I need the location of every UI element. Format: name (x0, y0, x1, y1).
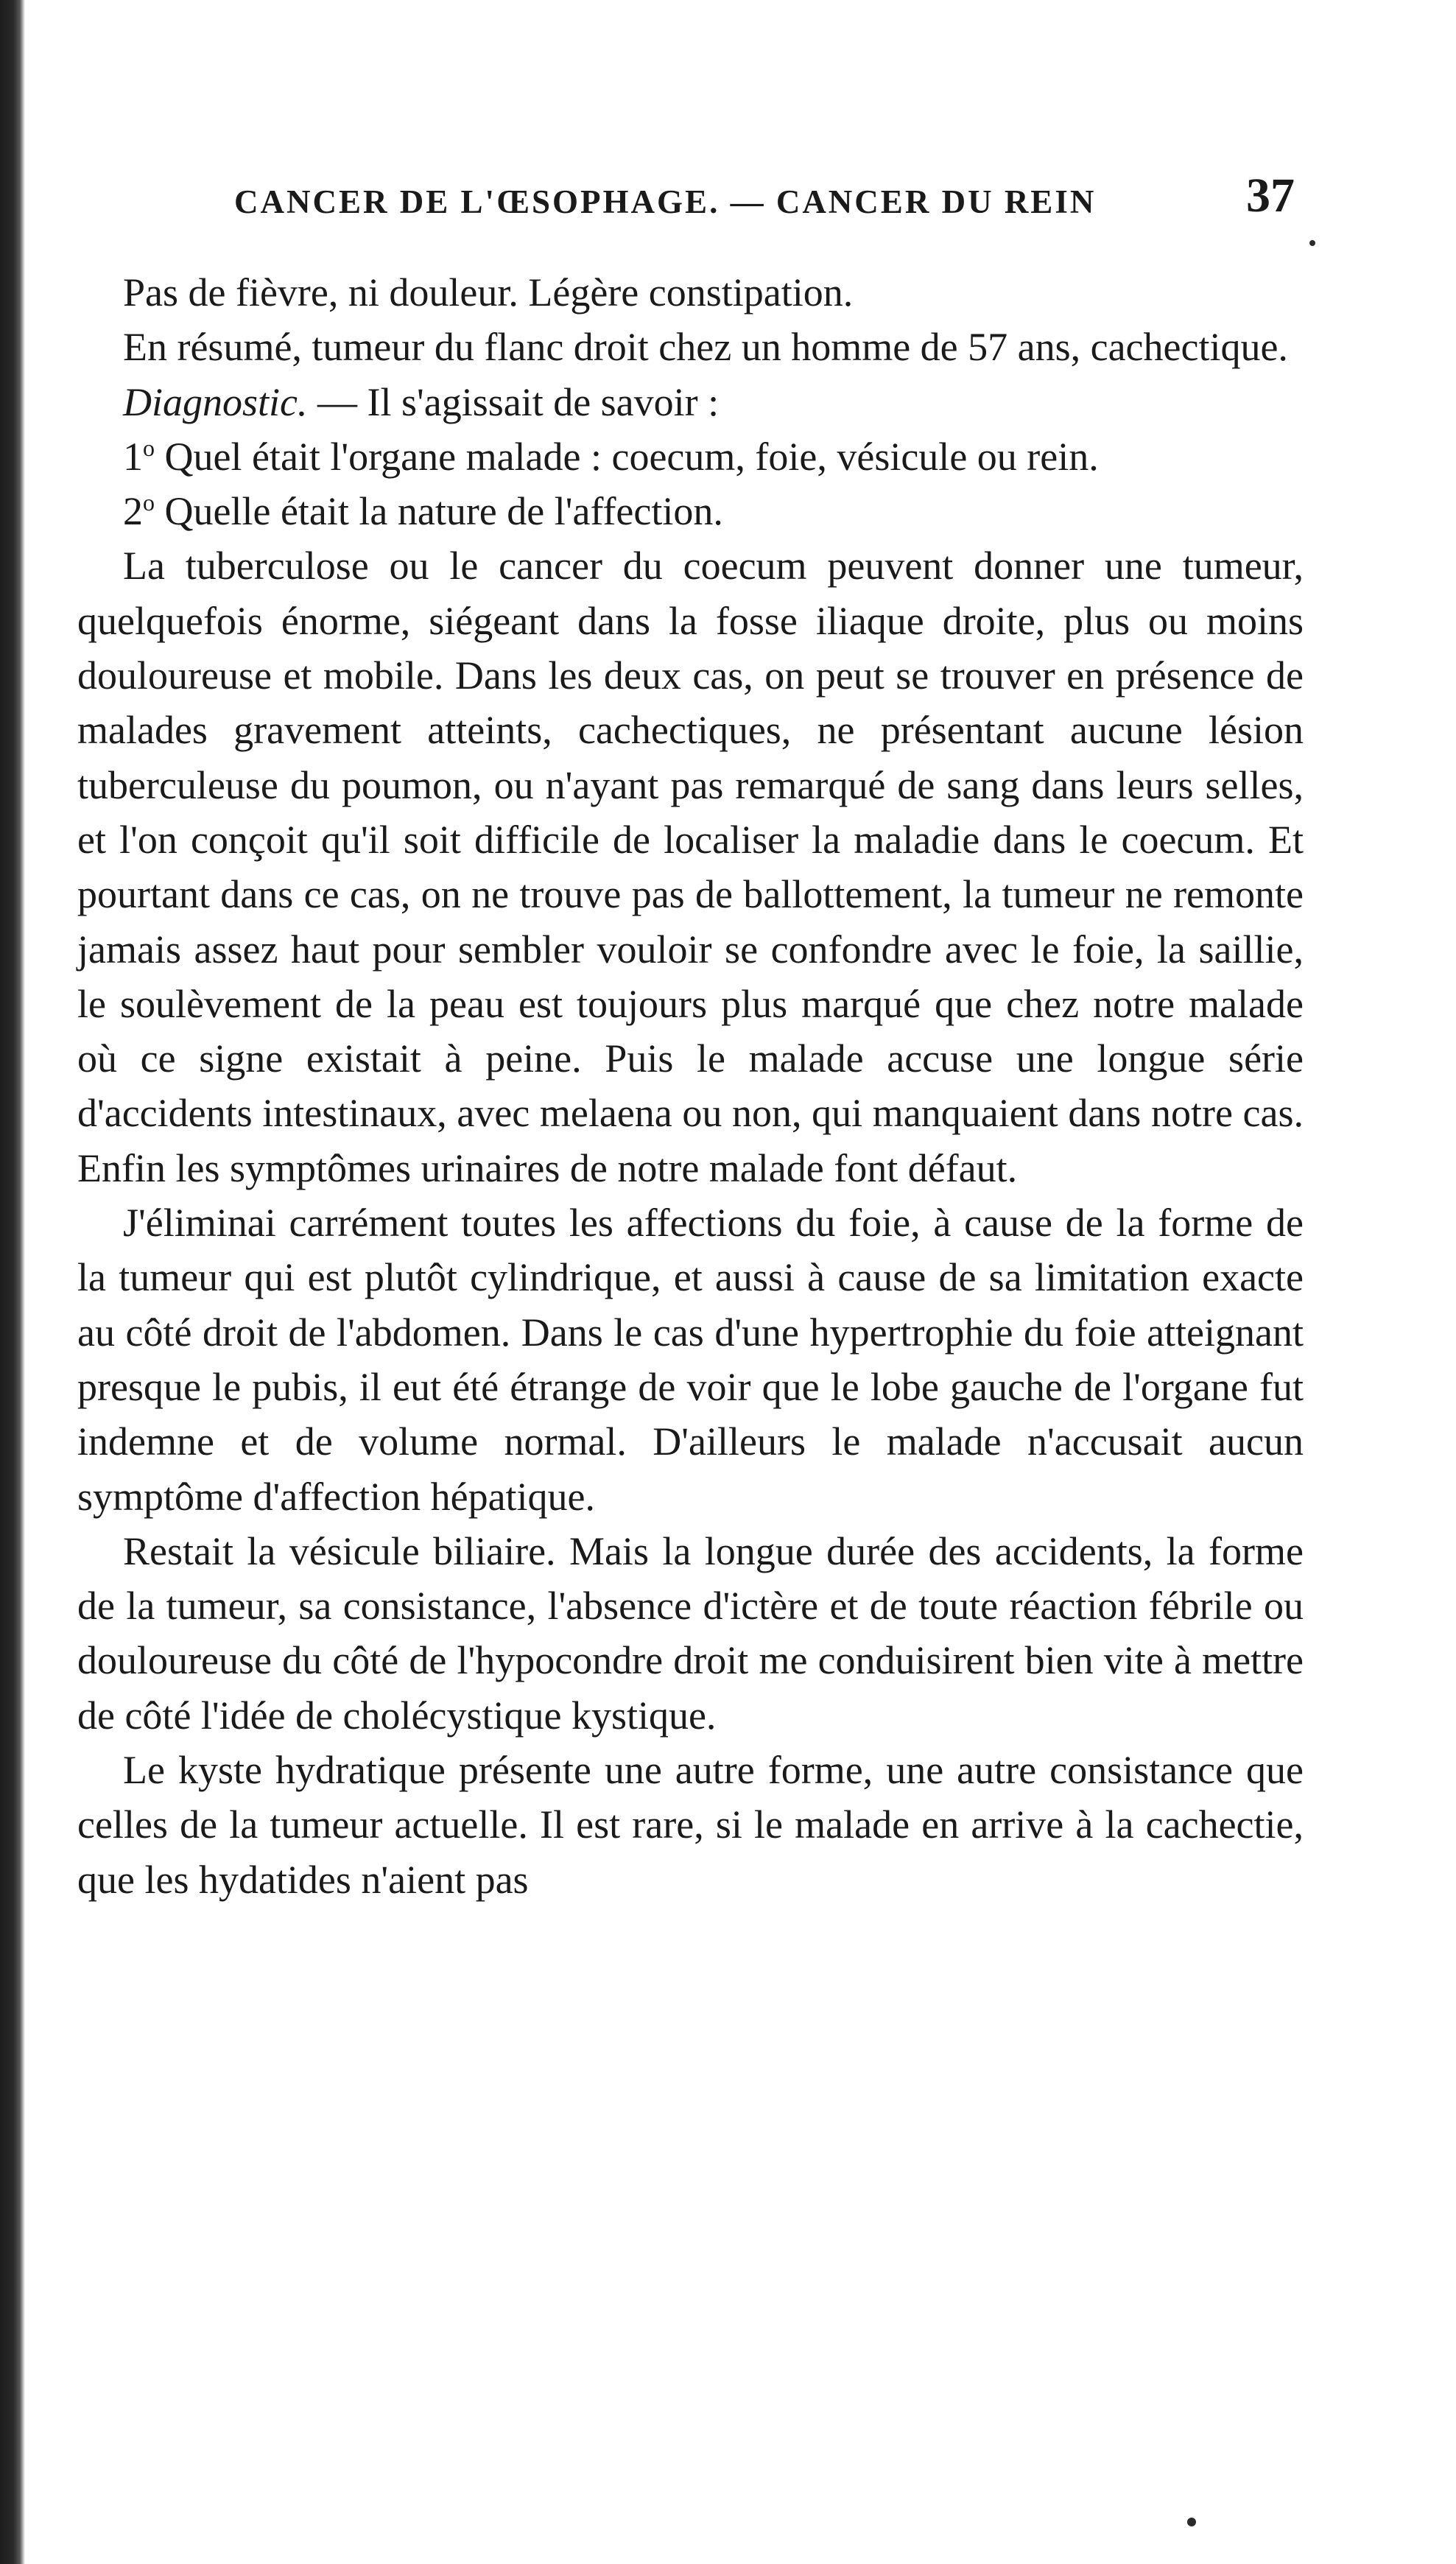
list-ordinal: 1 (123, 434, 143, 479)
paragraph (77, 1743, 1304, 1907)
scan-binding-edge (0, 0, 25, 2564)
paragraph (77, 429, 1304, 484)
paragraph (77, 265, 1304, 320)
paragraph (77, 538, 1304, 1195)
running-head: CANCER DE L'ŒSOPHAGE. — CANCER DU REIN (234, 183, 1097, 220)
section-label: Diagnostic. (123, 379, 308, 424)
paragraph-text: Le kyste hydratique présente une autre forme, une autre consistance que celles de la tumeur actuelle. Il est rare, si le malade en arrive à la cachectie, que les hydatides n'aient pas (77, 1748, 1304, 1902)
paragraph (77, 1195, 1304, 1524)
page-number: 37 (1246, 169, 1295, 222)
paragraph-text: J'éliminai carrément toutes les affections du foie, à cause de la forme de la tumeur qui est plutôt cylindrique, et aussi à cause de sa limitation exacte au côté droit de l'abdomen. Dans le cas d'une hypertrophie du foie atteignant presque le pubis, il eut été étrange de voir que le lobe gauche de l'organe fut indemne et de volume normal. D'ailleurs le malade n'accusait aucun symptôme d'affection hépatique. (77, 1201, 1304, 1519)
paragraph-text: Quel était l'organe malade : coecum, foie, vésicule ou rein. (155, 434, 1099, 479)
page-header (234, 168, 1295, 242)
ink-speck (1187, 2518, 1196, 2526)
paragraph (77, 320, 1304, 374)
body-text (77, 265, 1304, 1907)
list-ordinal: 2 (123, 489, 143, 534)
paragraph (77, 1524, 1304, 1743)
paragraph-text: Restait la vésicule biliaire. Mais la longue durée des accidents, la forme de la tumeur, sa consistance, l'absence d'ictère et de toute réaction fébrile ou douloureuse du côté de l'hypocondre droit me conduisirent bien vite à mettre de côté l'idée de cholécystique kystique. (77, 1528, 1304, 1738)
paragraph-text: La tuberculose ou le cancer du coecum peuvent donner une tumeur, quelquefois énorme, siégeant dans la fosse iliaque droite, plus ou moins douloureuse et mobile. Dans les deux cas, on peut se trouver en présence de malades gravement atteints, cachectiques, ne présentant aucune lésion tuberculeuse du poumon, ou n'ayant pas remarqué de sang dans leurs selles, et l'on conçoit qu'il soit difficile de localiser la maladie dans le coecum. Et pourtant dans ce cas, on ne trouve pas de ballottement, la tumeur ne remonte jamais assez haut pour sembler vouloir se confondre avec le foie, la saillie, le soulèvement de la peau est toujours plus marqué que chez notre malade où ce signe existait à peine. Puis le malade accuse une longue série d'accidents intestinaux, avec melaena ou non, qui manquaient dans notre cas. Enfin les symptômes urinaires de notre malade font défaut. (77, 544, 1304, 1190)
paragraph-text: Quelle était la nature de l'affection. (155, 489, 723, 534)
paragraph (77, 375, 1304, 429)
ordinal-superscript: o (143, 489, 155, 516)
paragraph-text: Pas de fièvre, ni douleur. Légère constipation. (123, 270, 854, 315)
paragraph-text: En résumé, tumeur du flanc droit chez un homme de 57 ans, cachectique. (123, 325, 1288, 370)
ink-speck (1309, 240, 1315, 246)
ordinal-superscript: o (143, 434, 155, 461)
paragraph-text: — Il s'agissait de savoir : (307, 379, 720, 424)
paragraph (77, 484, 1304, 538)
